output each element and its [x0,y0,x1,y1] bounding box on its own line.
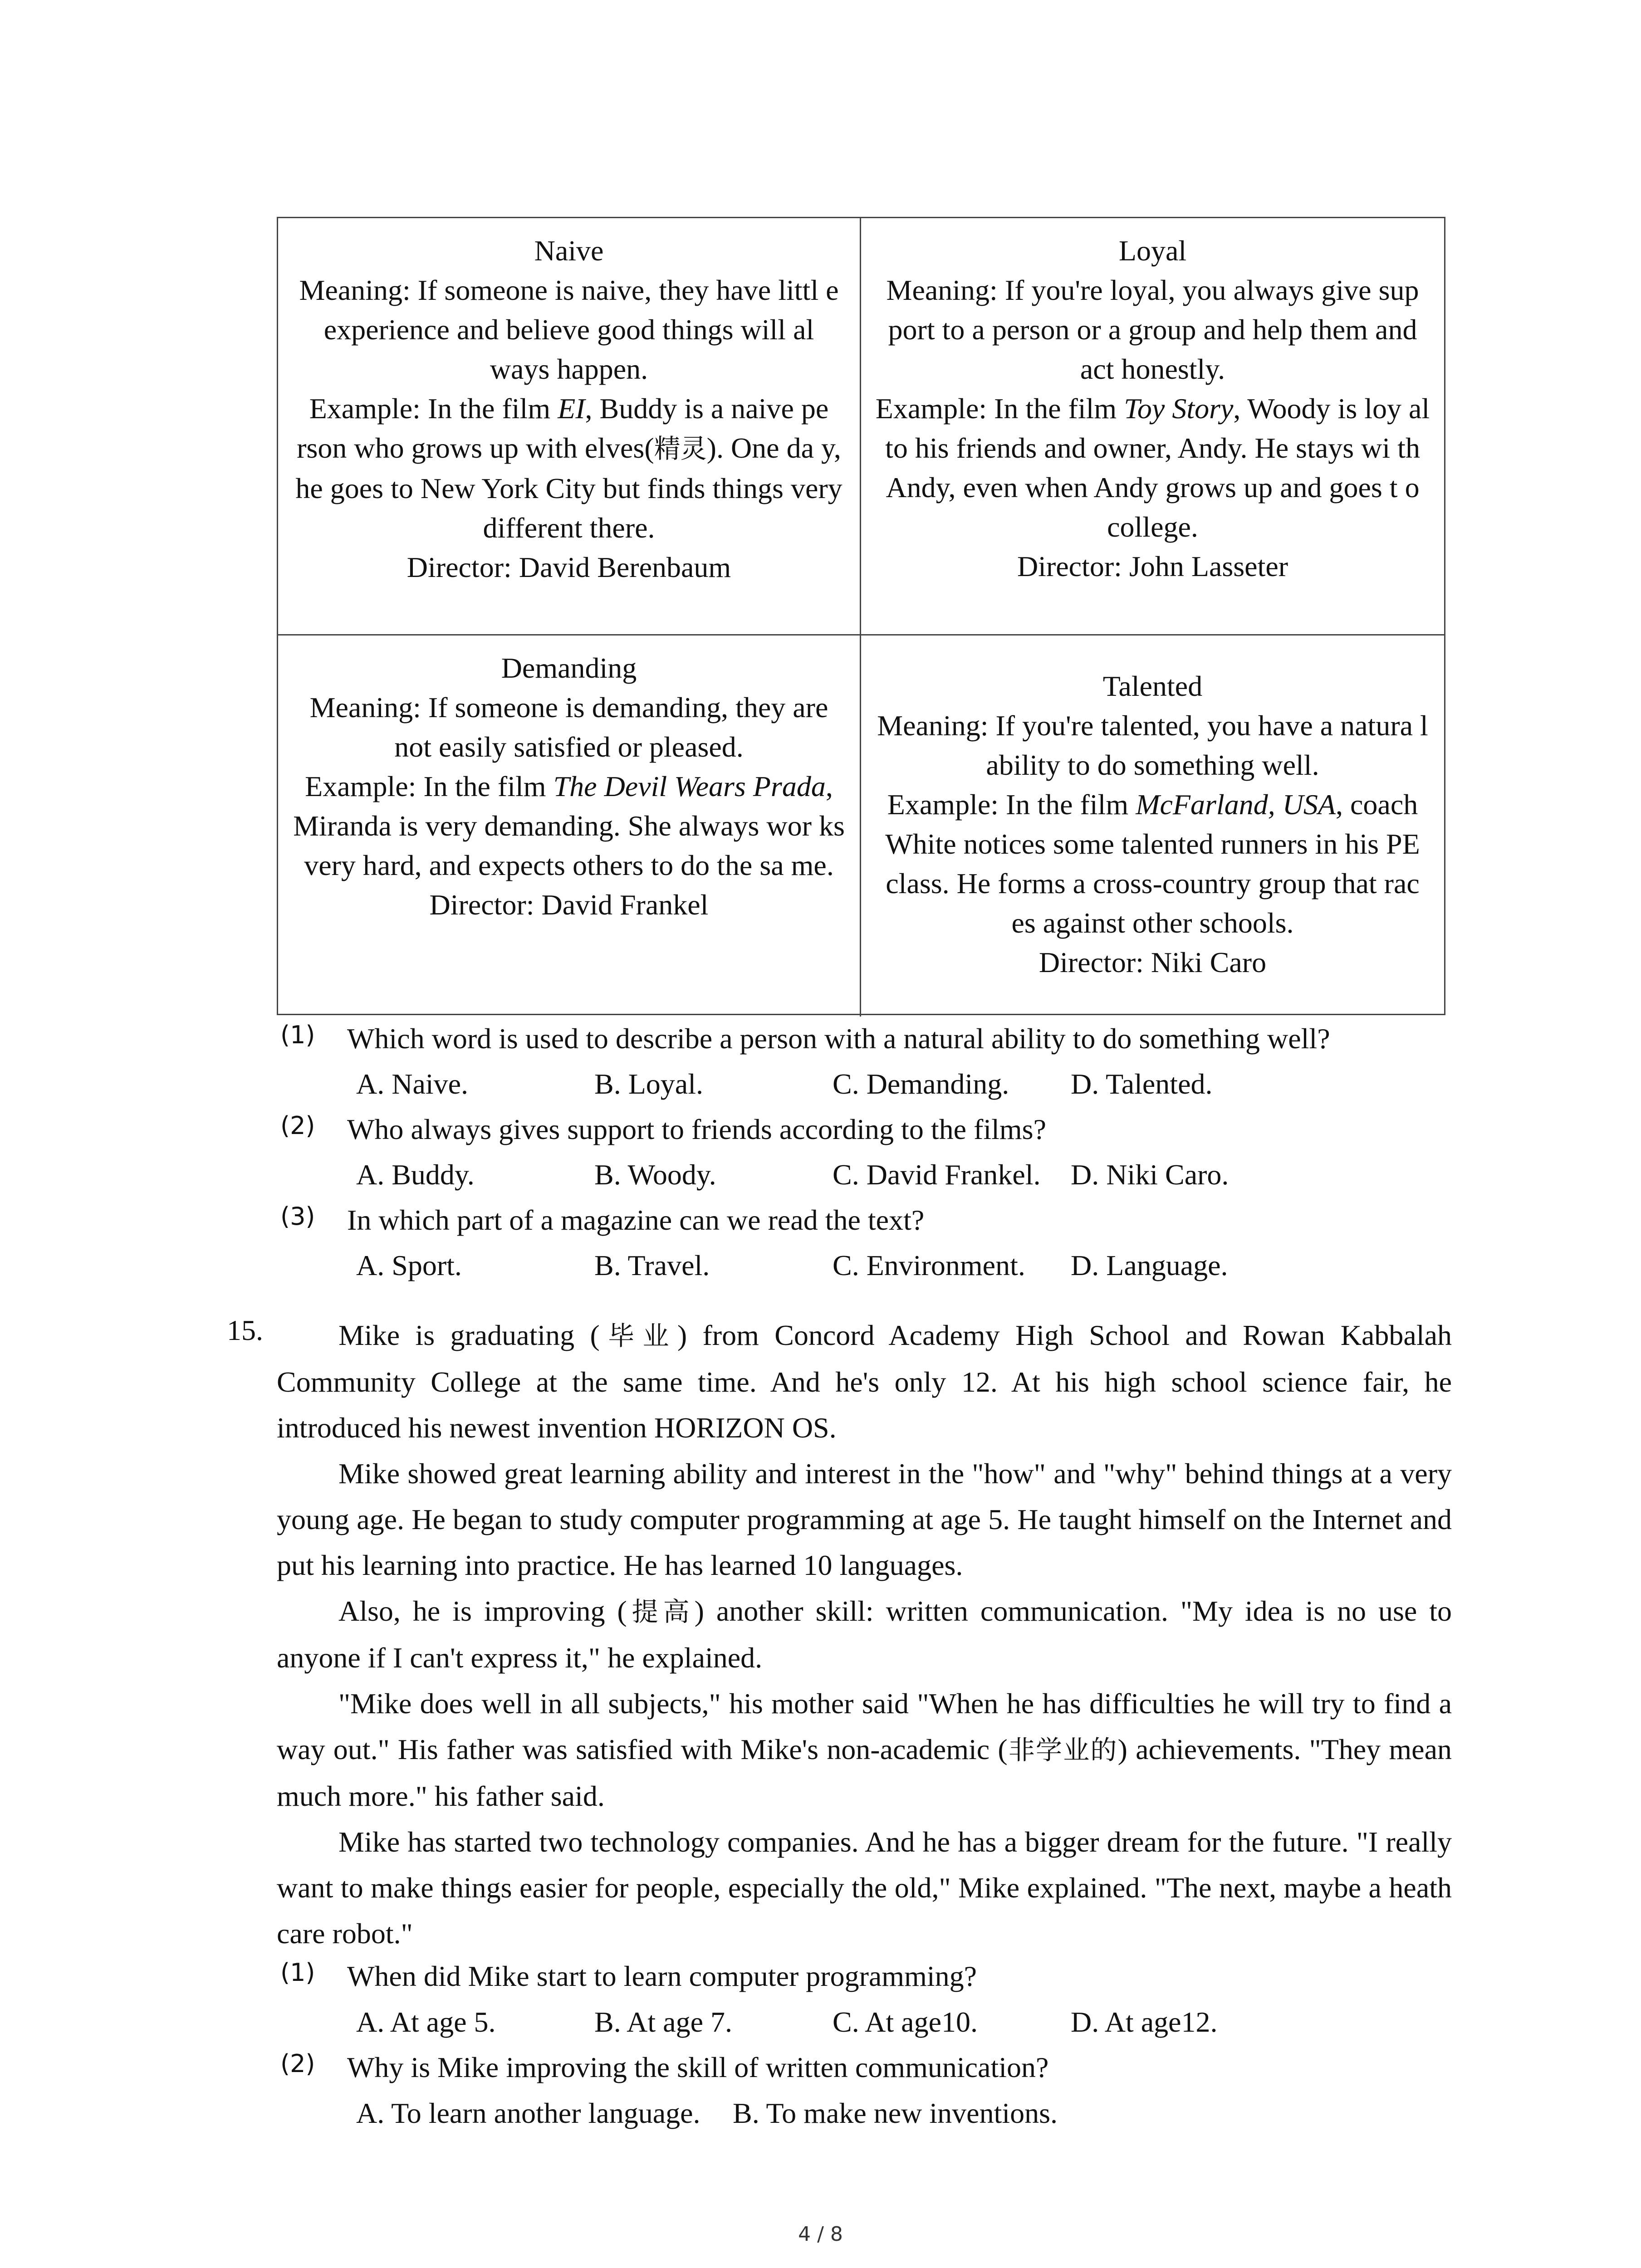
word-example: Example: In the film The Devil Wears Prada, Miranda is very demanding. She always wor ks very hard, and expects others to do the sa me. [293,770,845,881]
word-director: Director: David Berenbaum [407,551,731,583]
word-example: Example: In the film EI, Buddy is a naive pe rson who grows up with elves(精灵). One da y, he goes to New York City but finds things very different there. [295,392,843,544]
question-text: In which part of a magazine can we read the text? [347,1204,925,1236]
option-c[interactable]: C. At age10. [833,2006,978,2038]
word-title: Talented [1102,670,1203,702]
question-text: Why is Mike improving the skill of written communication? [347,2051,1049,2083]
word-director: Director: John Lasseter [1017,550,1288,582]
option-c[interactable]: C. Environment. [833,1249,1025,1281]
cell-talented [861,635,1444,1017]
option-b[interactable]: B. Travel. [594,1249,710,1281]
question-number: (2) [280,1111,315,1140]
option-c[interactable]: C. Demanding. [833,1068,1009,1100]
word-example: Example: In the film Toy Story, Woody is loy al to his friends and owner, Andy. He stays wi th Andy, even when Andy grows up and goes t o college. [875,392,1430,543]
option-a[interactable]: A. Naive. [356,1068,469,1100]
option-b[interactable]: B. At age 7. [594,2006,732,2038]
option-d[interactable]: D. Talented. [1071,1068,1213,1100]
question-number: (1) [280,1958,315,1987]
option-d[interactable]: D. At age12. [1071,2006,1218,2038]
cell-demanding [278,635,861,1017]
option-b[interactable]: B. To make new inventions. [733,2097,1058,2129]
option-c[interactable]: C. David Frankel. [833,1158,1041,1191]
option-d[interactable]: D. Niki Caro. [1071,1158,1229,1191]
word-director: Director: David Frankel [429,889,709,921]
word-director: Director: Niki Caro [1038,946,1267,978]
question-text: Which word is used to describe a person with a natural ability to do something well? [347,1022,1330,1055]
film-title: McFarland, USA [1136,788,1336,821]
question-number: (2) [280,2049,315,2078]
word-meaning: Meaning: If you're talented, you have a natura l ability to do something well. [877,709,1428,781]
paragraph: Mike showed great learning ability and interest in the "how" and "why" behind things at a very young age. He began to study computer programming at age 5. He taught himself on the Internet and put his learning into practice. He has learned 10 languages. [277,1457,1452,1581]
paragraph: Mike is graduating (毕业) from Concord Academy High School and Rowan Kabbalah Community College at the same time. And he's only 12. At his high school science fair, he introduced his newest invention HORIZON OS. [277,1319,1452,1444]
word-example: Example: In the film McFarland, USA, coach White notices some talented runners in his PE class. He forms a cross-country group that rac es against other schools. [885,788,1420,939]
page-number: 4 / 8 [798,2223,843,2246]
option-b[interactable]: B. Loyal. [594,1068,703,1100]
paragraph: Also, he is improving (提高) another skill: written communication. "My idea is no use to anyone if I can't express it," he explained. [277,1595,1452,1674]
word-meaning: Meaning: If someone is demanding, they are not easily satisfied or pleased. [309,691,828,763]
paragraph: Mike has started two technology companies. And he has a bigger dream for the future. "I really want to make things easier for people, especially the old," Mike explained. "The next, maybe a heath care robot." [277,1826,1452,1950]
option-a[interactable]: A. To learn another language. [356,2097,700,2129]
vocabulary-table [277,217,1445,1015]
cell-loyal [861,218,1444,635]
option-a[interactable]: A. Buddy. [356,1158,475,1191]
question-number: (1) [280,1021,315,1049]
option-d[interactable]: D. Language. [1071,1249,1228,1281]
paragraph: "Mike does well in all subjects," his mother said "When he has difficulties he will try to find a way out." His father was satisfied with Mike's non-academic (非学业的) achievements. "They mean much more." his father said. [277,1687,1452,1812]
question-text: When did Mike start to learn computer programming? [347,1960,977,1992]
word-meaning: Meaning: If you're loyal, you always give sup port to a person or a group and help them and act honestly. [886,274,1419,385]
question-number: (3) [280,1202,315,1231]
word-title: Naive [534,235,604,267]
film-title: EI [558,392,585,425]
option-a[interactable]: A. At age 5. [356,2006,496,2038]
option-a[interactable]: A. Sport. [356,1249,462,1281]
question-text: Who always gives support to friends according to the films? [347,1113,1046,1145]
section-number: 15. [227,1314,263,1346]
cell-naive [278,218,861,635]
film-title: The Devil Wears Prada [553,770,826,802]
word-title: Demanding [501,652,637,684]
film-title: Toy Story [1124,392,1234,425]
word-title: Loyal [1118,235,1187,267]
option-b[interactable]: B. Woody. [594,1158,716,1191]
reading-passage [277,1312,1452,1956]
word-meaning: Meaning: If someone is naive, they have littl e experience and believe good things will al ways happen. [299,274,839,385]
